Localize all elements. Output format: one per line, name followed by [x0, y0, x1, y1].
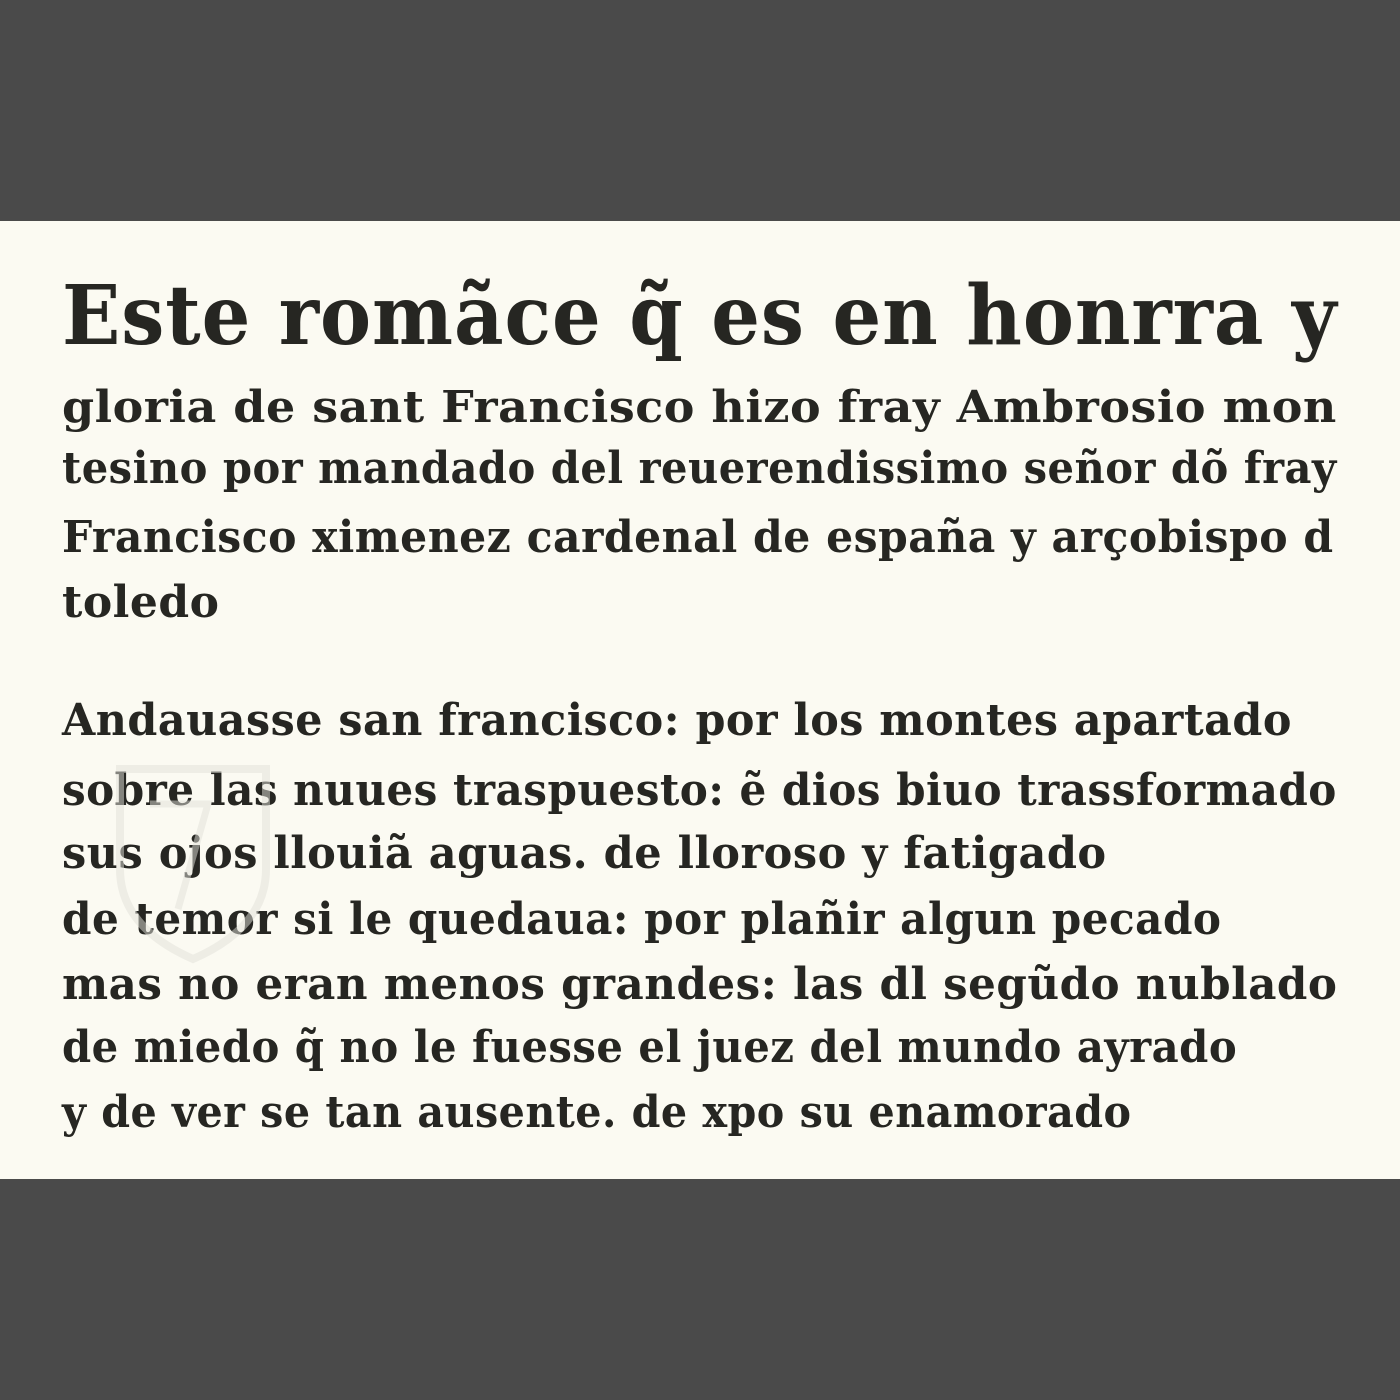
intro-line-2: tesino por mandado del reuerendissimo señor dõ fray: [62, 443, 1337, 494]
heading-line: Este romãce q̃ es en honrra y: [62, 268, 1338, 364]
verse-line-2: sobre las nuues traspuesto: ẽ dios biuo trassformado: [62, 765, 1337, 816]
intro-line-3: Francisco ximenez cardenal de españa y arçobispo d: [62, 512, 1334, 563]
verse-line-4: de temor si le quedaua: por plañir algun pecado: [62, 894, 1222, 945]
verse-line-3: sus ojos llouiã aguas. de lloroso y fatigado: [62, 828, 1107, 879]
verse-line-7: y de ver se tan ausente. de xpo su enamorado: [62, 1087, 1132, 1138]
watermark-shield-icon: [108, 759, 278, 969]
intro-line-1: gloria de sant Francisco hizo fray Ambrosio mon: [62, 382, 1337, 433]
verse-line-6: de miedo q̃ no le fuesse el juez del mundo ayrado: [62, 1022, 1238, 1073]
verse-line-1: Andauasse san francisco: por los montes apartado: [62, 695, 1292, 746]
printed-page: [0, 221, 1400, 1179]
intro-line-4: toledo: [62, 577, 220, 628]
verse-line-5: mas no eran menos grandes: las dl segũdo nublado: [62, 959, 1338, 1010]
